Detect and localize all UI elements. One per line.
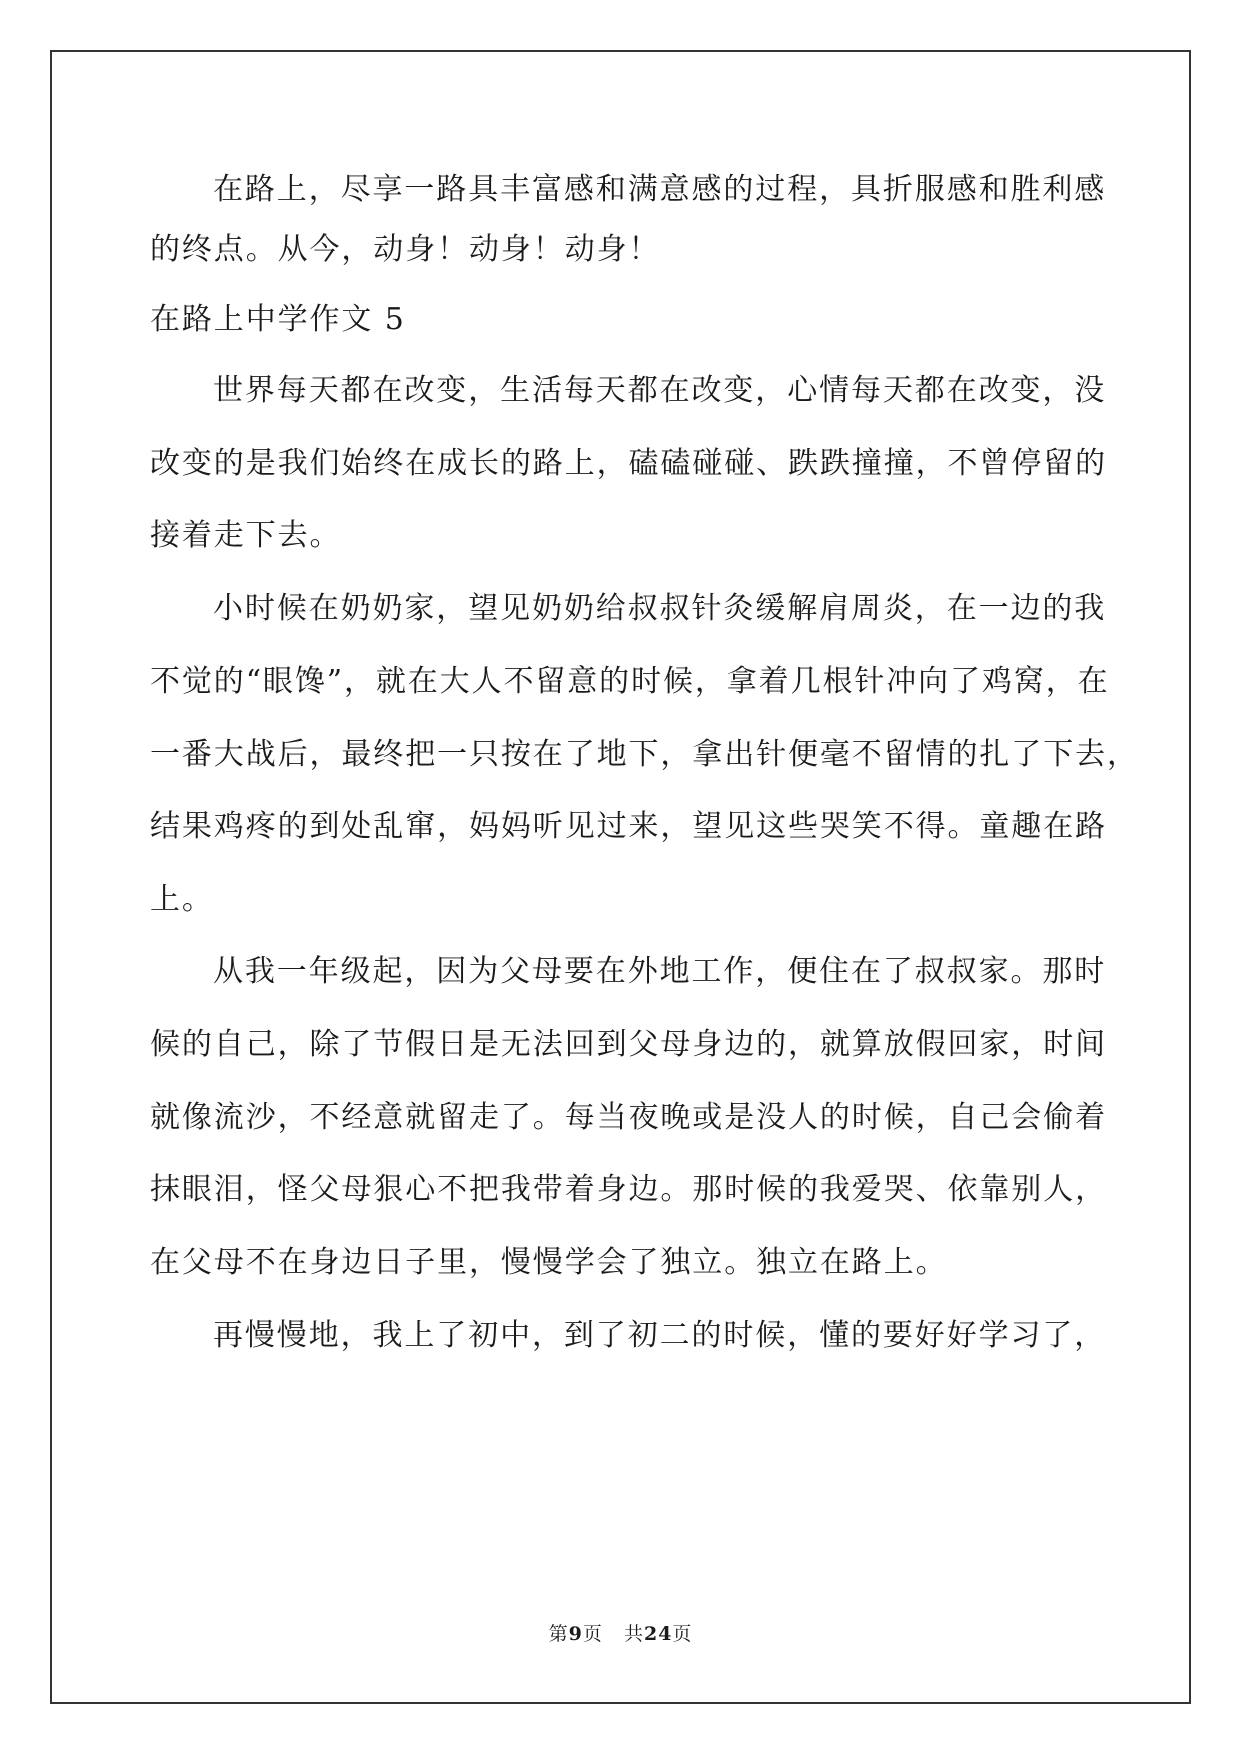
paragraph-line: 改变的是我们始终在成长的路上，磕磕碰碰、跌跌撞撞，不曾停留的 — [150, 446, 1107, 481]
paragraph-line: 上。 — [150, 882, 214, 917]
footer-page-unit: 页 — [582, 1623, 603, 1645]
paragraph-line: 从我一年级起，因为父母要在外地工作，便住在了叔叔家。那时 — [213, 954, 1107, 989]
paragraph-line: 候的自己，除了节假日是无法回到父母身边的，就算放假回家，时间 — [150, 1027, 1107, 1062]
paragraph-line: 在路上，尽享一路具丰富感和满意感的过程，具折服感和胜利感 — [213, 172, 1107, 207]
page-border — [50, 50, 1191, 1704]
paragraph-line: 的终点。从今，动身！动身！动身！ — [150, 232, 661, 267]
page-footer — [0, 1622, 1241, 1646]
paragraph-line: 世界每天都在改变，生活每天都在改变，心情每天都在改变，没 — [213, 373, 1107, 408]
paragraph-line: 一番大战后，最终把一只按在了地下，拿出针便毫不留情的扎了下去， — [150, 737, 1139, 772]
paragraph-line: 接着走下去。 — [150, 518, 342, 553]
paragraph-line: 抹眼泪，怪父母狠心不把我带着身边。那时候的我爱哭、依靠别人， — [150, 1172, 1107, 1207]
paragraph-line: 小时候在奶奶家，望见奶奶给叔叔针灸缓解肩周炎，在一边的我 — [213, 591, 1107, 626]
footer-total-unit: 页 — [672, 1623, 693, 1645]
footer-total-prefix: 共 — [623, 1623, 644, 1645]
section-heading: 在路上中学作文 5 — [150, 302, 406, 337]
total-page-count: 24 — [643, 1623, 673, 1645]
footer-prefix: 第 — [548, 1623, 569, 1645]
paragraph-line: 就像流沙，不经意就留走了。每当夜晚或是没人的时候，自己会偷着 — [150, 1100, 1107, 1135]
paragraph-line: 在父母不在身边日子里，慢慢学会了独立。独立在路上。 — [150, 1245, 948, 1280]
paragraph-line: 再慢慢地，我上了初中，到了初二的时候，懂的要好好学习了， — [213, 1318, 1107, 1353]
paragraph-line: 不觉的“眼馋”，就在大人不留意的时候，拿着几根针冲向了鸡窝，在 — [150, 664, 1110, 699]
current-page-number: 9 — [568, 1623, 583, 1645]
paragraph-line: 结果鸡疼的到处乱窜，妈妈听见过来，望见这些哭笑不得。童趣在路 — [150, 809, 1107, 844]
